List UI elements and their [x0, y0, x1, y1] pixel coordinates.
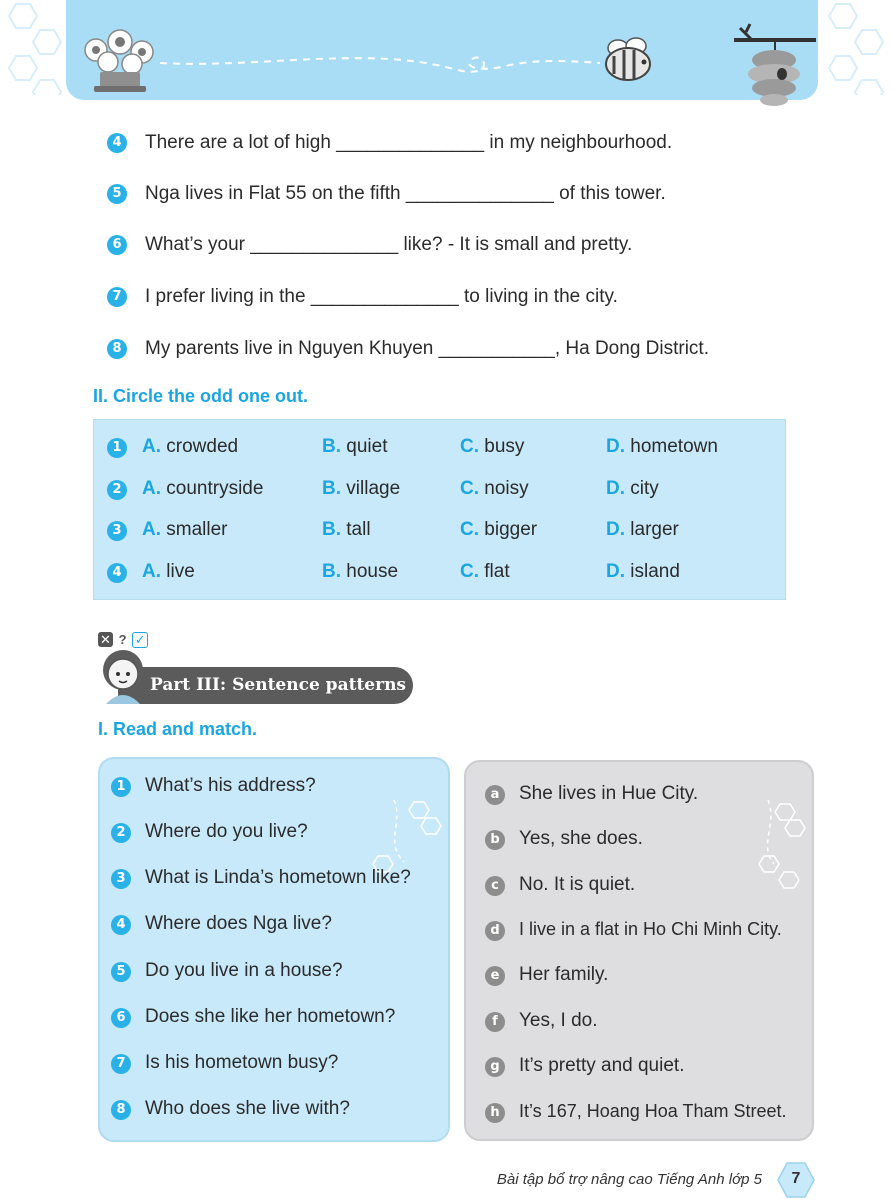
fill-in-item-6: [112, 234, 633, 256]
option-text: flat: [484, 561, 510, 582]
answer-item: [490, 964, 609, 986]
option-letter: B.: [322, 561, 341, 582]
option-text: quiet: [346, 436, 388, 457]
item-number-badge: 3: [107, 521, 127, 541]
item-number-badge: 8: [107, 339, 127, 359]
question-item: [116, 821, 308, 843]
question-text: Where do you live?: [145, 821, 308, 842]
option-letter: D.: [606, 478, 625, 499]
answer-item: [490, 828, 643, 850]
question-icon: ?: [118, 632, 127, 647]
item-number-badge: 4: [107, 563, 127, 583]
option-text: countryside: [166, 478, 264, 499]
question-item: [116, 1052, 339, 1074]
question-text: Who does she live with?: [145, 1098, 350, 1119]
option-text: hometown: [630, 436, 718, 457]
question-item: [116, 775, 316, 797]
item-letter-badge: h: [485, 1103, 505, 1123]
option-text: live: [166, 561, 195, 582]
item-number-badge: 5: [111, 962, 131, 982]
option-a[interactable]: [142, 519, 228, 541]
answer-text: I live in a flat in Ho Chi Minh City.: [519, 919, 782, 939]
answer-text: Her family.: [519, 964, 609, 985]
question-text: Where does Nga live?: [145, 913, 332, 934]
answer-text: It’s 167, Hoang Hoa Tham Street.: [519, 1101, 787, 1121]
bee-trail-decoration: [730, 794, 810, 894]
question-item: [116, 1098, 350, 1120]
question-text: What is Linda’s hometown like?: [145, 867, 411, 888]
option-letter: C.: [460, 436, 479, 457]
question-text: Do you live in a house?: [145, 960, 343, 981]
option-b[interactable]: [322, 478, 400, 500]
option-text: city: [630, 478, 659, 499]
question-text: Is his hometown busy?: [145, 1052, 339, 1073]
item-letter-badge: e: [485, 966, 505, 986]
option-text: island: [630, 561, 680, 582]
option-d[interactable]: [606, 478, 659, 500]
bee-icon: [600, 34, 662, 84]
odd-one-out-row-4: [94, 561, 785, 587]
item-number-badge: 3: [111, 869, 131, 889]
option-a[interactable]: [142, 436, 238, 458]
odd-one-out-row-3: [94, 519, 785, 545]
item-number-badge: 1: [111, 777, 131, 797]
answer-text: Yes, I do.: [519, 1010, 598, 1031]
fill-in-item-7: [112, 286, 618, 308]
question-item: [116, 913, 332, 935]
cross-icon: ✕: [98, 632, 113, 647]
fill-in-item-5: [112, 183, 666, 205]
option-letter: C.: [460, 478, 479, 499]
option-text: larger: [630, 519, 679, 540]
option-text: busy: [484, 436, 525, 457]
option-text: smaller: [166, 519, 228, 540]
fill-in-text: My parents live in Nguyen Khuyen ___________, Ha Dong District.: [145, 338, 709, 359]
odd-one-out-title: II. Circle the odd one out.: [93, 386, 309, 406]
page-number: 7: [791, 1170, 801, 1187]
item-number-badge: 4: [107, 133, 127, 153]
item-number-badge: 8: [111, 1100, 131, 1120]
option-letter: D.: [606, 436, 625, 457]
option-letter: A.: [142, 478, 161, 499]
item-number-badge: 4: [111, 915, 131, 935]
option-a[interactable]: [142, 478, 263, 500]
book-title-footer: Bài tập bổ trợ nâng cao Tiếng Anh lớp 5: [496, 1171, 762, 1188]
option-b[interactable]: [322, 561, 398, 583]
answer-text: She lives in Hue City.: [519, 783, 699, 804]
option-text: crowded: [166, 436, 239, 457]
odd-one-out-row-1: [94, 436, 785, 462]
part-banner: Part III: Sentence patterns: [118, 667, 413, 704]
beehive-icon: [730, 18, 820, 110]
option-letter: A.: [142, 561, 161, 582]
answer-item: [492, 1010, 598, 1032]
fill-in-text: Nga lives in Flat 55 on the fifth ______________ of this tower.: [145, 183, 666, 204]
fill-in-text: I prefer living in the ______________ to living in the city.: [145, 286, 618, 307]
option-letter: D.: [606, 561, 625, 582]
answer-item: [490, 919, 782, 940]
option-text: tall: [346, 519, 371, 540]
student-avatar-icon: [98, 646, 148, 706]
option-c[interactable]: [460, 519, 537, 541]
honeycomb-left-decoration: [0, 0, 66, 95]
item-letter-badge: f: [485, 1012, 505, 1032]
item-number-badge: 7: [111, 1054, 131, 1074]
answer-text: It’s pretty and quiet.: [519, 1055, 685, 1076]
option-letter: B.: [322, 478, 341, 499]
odd-one-out-row-2: [94, 478, 785, 504]
dashed-flight-path: [160, 45, 600, 85]
option-letter: C.: [460, 519, 479, 540]
item-number-badge: 6: [107, 235, 127, 255]
flower-pot-icon: [78, 28, 160, 94]
item-letter-badge: g: [485, 1057, 505, 1077]
question-item: [116, 960, 343, 982]
option-letter: B.: [322, 436, 341, 457]
item-letter-badge: a: [485, 785, 505, 805]
answer-text: Yes, she does.: [519, 828, 643, 849]
check-icon: ✓: [132, 632, 148, 648]
item-letter-badge: b: [485, 830, 505, 850]
option-c[interactable]: [460, 436, 524, 458]
answer-item: [490, 783, 699, 805]
answer-item: [490, 1055, 685, 1077]
fill-in-text: What’s your ______________ like? - It is small and pretty.: [145, 234, 633, 255]
option-b[interactable]: [322, 519, 371, 541]
fill-in-text: There are a lot of high ______________ in my neighbourhood.: [145, 132, 673, 153]
option-letter: C.: [460, 561, 479, 582]
question-item: [116, 867, 411, 889]
item-letter-badge: d: [485, 921, 505, 941]
option-text: noisy: [484, 478, 529, 499]
question-item: [116, 1006, 396, 1028]
question-text: Does she like her hometown?: [145, 1006, 396, 1027]
item-number-badge: 2: [111, 823, 131, 843]
option-b[interactable]: [322, 436, 387, 458]
odd-one-out-table: [93, 419, 786, 600]
item-number-badge: 5: [107, 184, 127, 204]
option-a[interactable]: [142, 561, 195, 583]
option-d[interactable]: [606, 436, 718, 458]
fill-in-item-8: [112, 338, 709, 360]
option-c[interactable]: [460, 478, 529, 500]
option-d[interactable]: [606, 561, 680, 583]
option-letter: B.: [322, 519, 341, 540]
option-d[interactable]: [606, 519, 679, 541]
question-text: What’s his address?: [145, 775, 316, 796]
answer-text: No. It is quiet.: [519, 874, 636, 895]
fill-in-item-4: [112, 132, 673, 154]
option-c[interactable]: [460, 561, 510, 583]
honeycomb-right-decoration: [818, 0, 894, 95]
item-number-badge: 7: [107, 287, 127, 307]
item-number-badge: 6: [111, 1008, 131, 1028]
answer-item: [490, 1101, 787, 1122]
item-letter-badge: c: [485, 876, 505, 896]
item-number-badge: 1: [107, 438, 127, 458]
answer-item: [491, 874, 636, 896]
item-number-badge: 2: [107, 480, 127, 500]
option-text: bigger: [484, 519, 538, 540]
option-letter: A.: [142, 519, 161, 540]
read-and-match-title: I. Read and match.: [98, 719, 258, 739]
option-text: house: [346, 561, 399, 582]
option-letter: A.: [142, 436, 161, 457]
option-letter: D.: [606, 519, 625, 540]
option-text: village: [346, 478, 401, 499]
